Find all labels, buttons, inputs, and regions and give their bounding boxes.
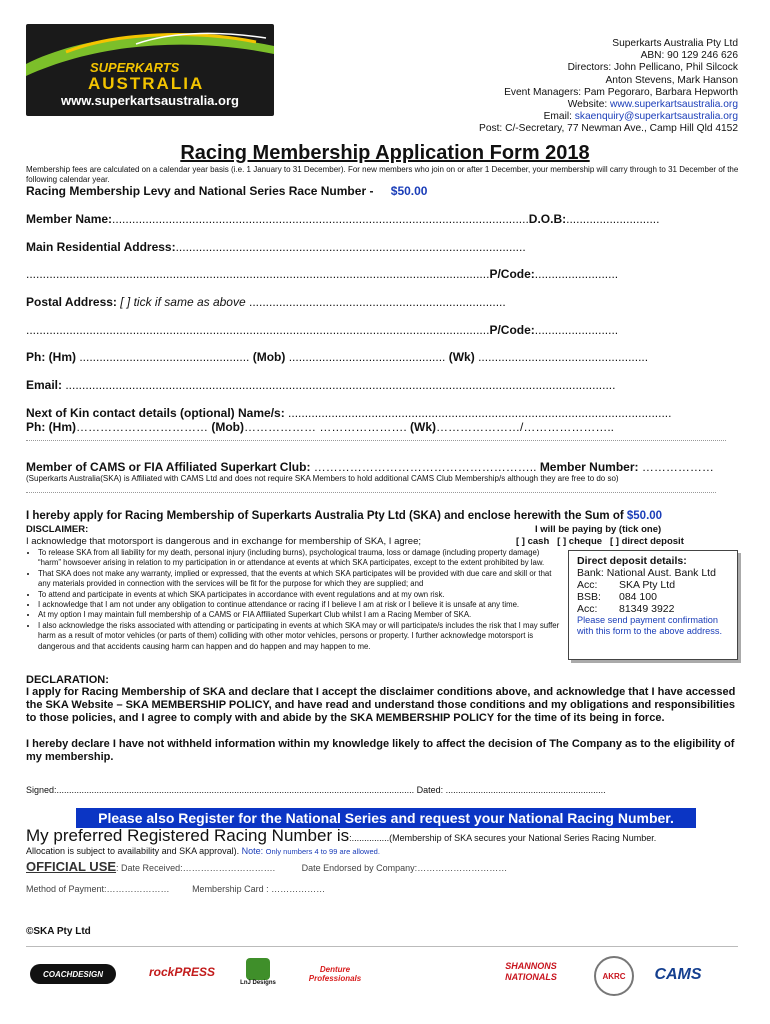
direct-deposit-box [568,550,738,660]
deposit-acc-value: SKA Pty Ltd [619,579,676,591]
mob-field[interactable]: ............................................... [285,350,449,364]
denture-professionals-logo: Denture Professionals [308,965,362,983]
company-email-row [378,111,738,123]
date-received-field[interactable]: …………………………. [182,863,278,873]
nok-wk-label: (Wk) [410,420,437,434]
phone-row [26,350,738,364]
allocation-text: Allocation is subject to availability and SKA approval). [26,846,240,856]
deposit-acc2-label: Acc: [577,603,598,615]
company-event-managers: Event Managers: Pam Pegoraro, Barbara Hepworth [504,86,738,98]
member-name-row [26,212,738,226]
preferred-number-row [26,826,742,846]
email-label: Email: [543,111,575,123]
levy-label: Racing Membership Levy and National Series Race Number - [26,184,374,198]
postal-address-line2-row [26,323,738,337]
postal-same-checkbox[interactable]: [ ] tick if same as above [120,295,246,309]
superkarts-logo [26,24,274,116]
preferred-number-note: (Membership of SKA secures your National Series Racing Number. [389,833,657,843]
company-name: Superkarts Australia Pty Ltd [612,38,738,49]
company-abn: ABN: 90 129 246 626 [640,50,738,62]
dob-label: D.O.B: [528,212,567,226]
nok-mob-label: (Mob) [211,420,244,434]
pcode-field-1[interactable]: ......................... [534,267,619,281]
main-address-line2-field[interactable]: ........................................................................................................................................... [26,267,490,281]
mob-label: (Mob) [252,350,286,364]
footer-divider [26,946,738,947]
postal-address-field[interactable]: ............................................................................. [245,295,506,309]
website-label: Website: [567,99,611,111]
intro-text: Membership fees are calculated on a calendar year basis (i.e. 1 January to 31 December). For new members who join on or after 1 December, your membership will carry through to 31 December of the following calendar year. [26,165,739,184]
main-address-line2-row [26,267,738,281]
cams-club-field[interactable]: ……………………………………………….. [310,460,540,474]
nok-mob-field[interactable]: ……………… …………………. [244,420,411,434]
disclaimer-item: • I acknowledge that I am not under any obligation to continue attendance or racing if I believe I am at risk or I believe it is unsafe at any time. [38,600,561,610]
disclaimer-item: • To release SKA from all liability for my death, personal injury (including burns), psychological trauma, loss or damage (including property damage) “harm” howsoever arising in relation to my participation in or attendance at events at which SKA participates, except to the extent prohibited by law. [38,548,561,569]
main-address-label: Main Residential Address: [26,240,176,254]
signed-field[interactable]: ............................................................................................................................................... [56,785,417,795]
method-of-payment-label: Method of Payment: [26,884,107,894]
deposit-acc-label: Acc: [577,579,598,591]
paying-by-label: I will be paying by (tick one) [535,524,662,535]
disclaimer-heading: DISCLAIMER: [26,524,89,535]
form-title: Racing Membership Application Form 2018 [180,142,590,164]
nok-row [26,406,738,420]
main-address-row [26,240,738,254]
email-field[interactable]: ..................................................................................................................................................................... [62,378,616,392]
nok-label: Next of Kin contact details (optional) Name/s: [26,406,285,420]
lnj-text: LnJ Designs [240,980,276,986]
deposit-title: Direct deposit details: [577,555,687,567]
company-directors-1: Directors: John Pellicano, Phil Silcock [567,62,738,74]
member-number-field[interactable]: ……………… [638,460,714,474]
deposit-bsb-row [577,591,729,603]
deposit-acc2-row [577,603,729,615]
dated-label: Dated: [416,785,444,795]
deposit-note: Please send payment confirmation with this form to the above address. [577,615,723,636]
allocation-row [26,846,380,856]
apply-row [26,510,742,522]
official-use-row-1 [26,859,507,874]
membership-card-field[interactable]: ……………… [268,884,326,894]
preferred-number-field[interactable]: :............... [349,833,390,843]
deposit-bsb-label: BSB: [577,591,601,603]
wk-field[interactable]: ................................................... [474,350,649,364]
levy-amount: $50.00 [390,184,428,198]
disclaimer-item: • I also acknowledge the risks associated with attending or participating in events at which SKA may or will participate/s includes the risk that I may suffer harm as a result of motor vehicles (or parts of them) colliding with other motor vehicles, persons or property. I further acknowledge motorsport is dangerous and that accidents causing harm can happen and do happen and may happen to me. [38,621,561,652]
company-post: Post: C/-Secretary, 77 Newman Ave., Camp Hill Qld 4152 [479,123,738,135]
cams-logo: CAMS [654,966,702,983]
disclaimer-list [26,548,561,652]
method-of-payment-field[interactable]: ………………… [106,884,173,894]
member-number-label: Member Number: [539,460,639,474]
signature-row [26,785,742,795]
nok-phone-row [26,420,738,434]
date-endorsed-label: Date Endorsed by Company: [301,863,418,873]
logo-brand-line1: SUPERKARTS [90,60,180,75]
email-link[interactable]: skaenquiry@superkartsaustralia.org [574,111,738,123]
declaration-text-2: I hereby declare I have not withheld information within my knowledge likely to affect the decision of The Company as to the eligibility of my membership. [26,738,735,764]
cams-club-label: Member of CAMS or FIA Affiliated Superkart Club: [26,460,311,474]
note-label: Note: [241,846,264,856]
nok-field[interactable]: ................................................................................................................... [284,406,672,420]
declaration-text-1: I apply for Racing Membership of SKA and declare that I accept the disclaimer conditions above, and acknowledge that I have accessed the SKA Website – SKA MEMBERSHIP POLICY, and have read and understand those conditions and my obligations and responsibilities to those policies, and I agree to comply with and abide by the SKA MEMBERSHIP POLICY for the time of its being in force. [26,686,736,725]
akrc-logo: AKRC [594,956,634,996]
sponsor-logos [26,952,738,1012]
lnj-badge-icon [246,958,270,980]
postal-address-label: Postal Address: [26,295,117,309]
deposit-acc-row [577,579,729,591]
company-website-row [378,99,738,111]
dob-field[interactable]: ............................ [566,212,660,226]
levy-row [26,184,738,198]
official-use-label: OFFICIAL USE [26,859,117,874]
nok-wk-field[interactable]: …………………/………………….. [436,420,615,434]
company-directors-2: Anton Stevens, Mark Hanson [605,74,738,86]
payment-options[interactable]: [ ] cash [ ] cheque [ ] direct deposit [516,536,684,547]
ph-hm-field[interactable]: ................................................... [76,350,253,364]
disclaimer-item: • At my option I may maintain full membership of a CAMS or FIA Affiliated Superkart Club whilst I am a Racing Member of SKA. [38,610,561,620]
apply-amount: $50.00 [626,510,663,522]
email-row [26,378,738,392]
email-label: Email: [26,378,63,392]
pcode-field-2[interactable]: ......................... [534,323,619,337]
member-name-label: Member Name: [26,212,113,226]
deposit-bsb-value: 084 100 [619,591,657,603]
pcode-label-2: P/Code: [489,323,535,337]
lnj-designs-logo [236,954,280,990]
company-details [378,38,738,136]
separator-1 [26,440,726,441]
membership-card-label: Membership Card : [192,884,269,894]
official-use-row-2 [26,884,325,894]
copyright: ©SKA Pty Ltd [26,926,91,937]
rockpress-logo: rockPRESS [148,965,216,979]
cams-note: (Superkarts Australia(SKA) is Affiliated with CAMS Ltd and does not require SKA Members to hold additional CAMS Club Membership/s although they are free to do so) [26,474,619,483]
national-series-banner: Please also Register for the National Series and request your National Racing Number. [76,808,696,828]
logo-url: www.superkartsaustralia.org [61,93,239,108]
nok-ph-field[interactable]: …………………………… [76,420,212,434]
disclaimer-item: • That SKA does not make any warranty, implied or expressed, that the events at which SKA participates will be provided with due care and skill or that any materials provided in connection with the services will be fit for the purpose for which they are supplied; and [38,569,561,590]
note-text: Only numbers 4 to 99 are allowed. [265,847,380,856]
date-received-label: : Date Received: [116,863,183,873]
declaration-heading: DECLARATION: [26,674,109,686]
disclaimer-intro: I acknowledge that motorsport is dangerous and in exchange for membership of SKA, I agree; [26,536,422,547]
apply-text: I hereby apply for Racing Membership of Superkarts Australia Pty Ltd (SKA) and enclose herewith the Sum of [26,510,624,522]
deposit-bank: Bank: National Aust. Bank Ltd [577,567,716,579]
signed-label: Signed: [26,785,57,795]
coachdesign-logo: COACHDESIGN [30,964,116,984]
dated-field[interactable]: ................................................................ [443,785,606,795]
preferred-number-label: My preferred Registered Racing Number is [26,826,350,845]
postal-address-line2-field[interactable]: ........................................................................................................................................... [26,323,490,337]
nok-ph-label: Ph: (Hm) [26,420,76,434]
cams-club-row [26,460,738,474]
disclaimer-item: • To attend and participate in events at which SKA participates in accordance with event regulations and at my own risk. [38,590,561,600]
wk-label: (Wk) [448,350,475,364]
pcode-label-1: P/Code: [489,267,535,281]
shannons-nationals-logo: SHANNONS NATIONALS [505,961,557,982]
date-endorsed-field[interactable]: ………………………… [417,863,508,873]
main-address-field[interactable]: ......................................................................................................... [175,240,526,254]
deposit-acc2-value: 81349 3922 [619,603,675,615]
logo-brand-line2: AUSTRALIA [88,74,205,93]
member-name-field[interactable]: ............................................................................................................................. [112,212,529,226]
postal-address-row [26,295,738,309]
separator-2 [26,492,716,493]
ph-hm-label: Ph: (Hm) [26,350,76,364]
website-link[interactable]: www.superkartsaustralia.org [610,99,738,111]
